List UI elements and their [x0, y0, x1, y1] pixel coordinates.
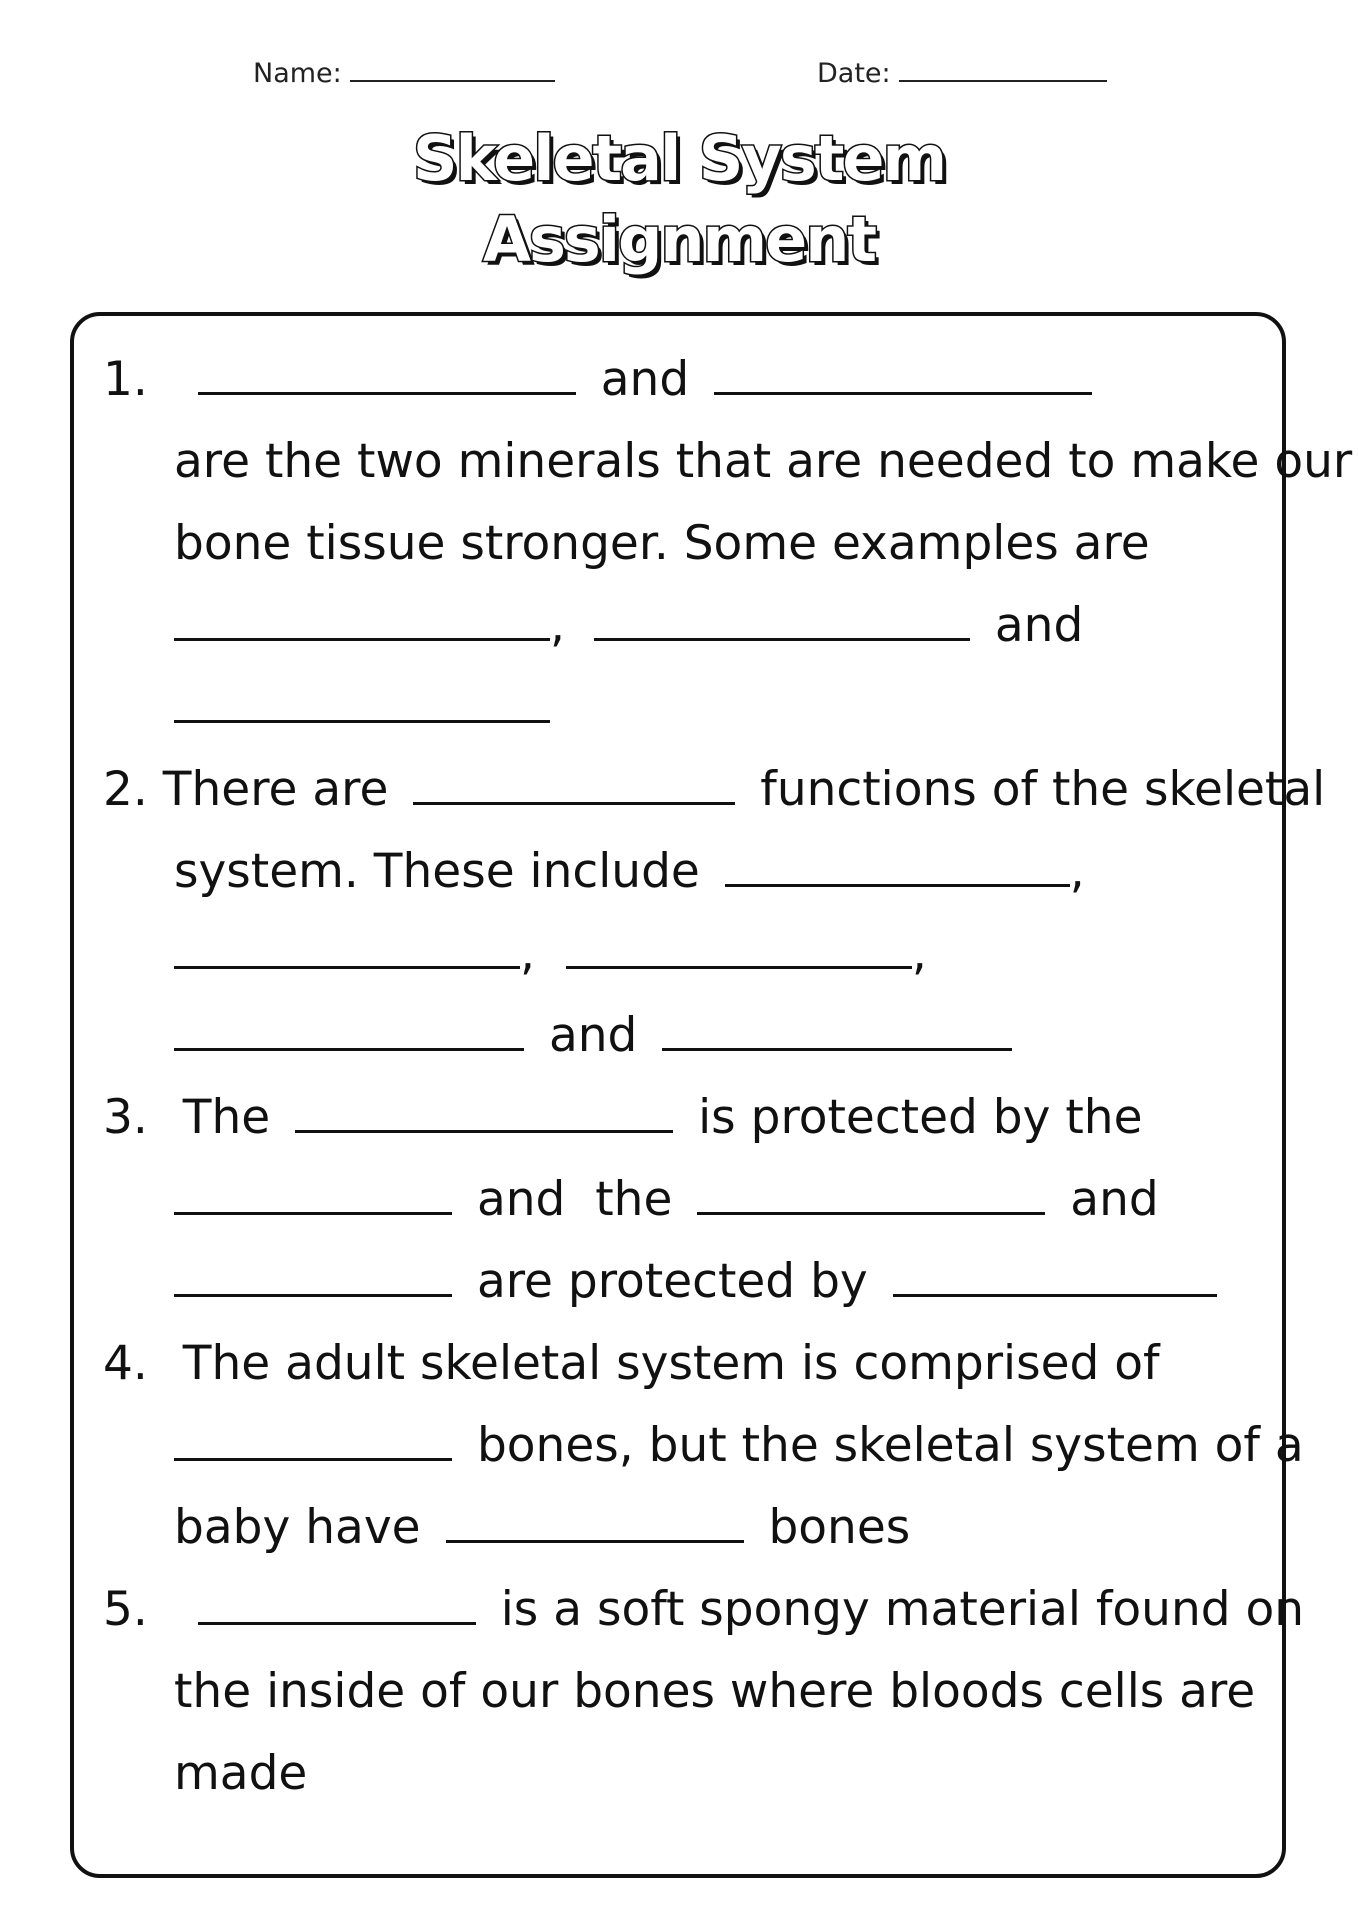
q3-and-the: and the — [476, 1172, 673, 1227]
q1-blank3[interactable] — [174, 637, 550, 641]
q5-line2: the inside of our bones where bloods cells are — [174, 1664, 1256, 1719]
name-label: Name: — [253, 58, 342, 89]
q1-line4 — [174, 598, 1084, 653]
q4-line1 — [103, 1336, 1160, 1391]
q4-line2 — [174, 1418, 1304, 1473]
date-field[interactable] — [817, 58, 1107, 89]
q1-blank1[interactable] — [198, 391, 576, 395]
name-field[interactable] — [253, 58, 555, 89]
q1-line3: bone tissue stronger. Some examples are — [174, 516, 1150, 571]
name-blank[interactable] — [350, 79, 555, 82]
q3-blank4[interactable] — [174, 1293, 452, 1297]
q5-line3: made — [174, 1746, 308, 1801]
q1-blank5[interactable] — [174, 719, 550, 723]
q5-text1: is a soft spongy material found on — [500, 1582, 1305, 1637]
q2-text3: system. These include — [174, 844, 700, 899]
q1-blank4[interactable] — [594, 637, 970, 641]
q1-blank2[interactable] — [714, 391, 1092, 395]
q4-number: 4. — [103, 1336, 148, 1391]
q1-and1: and — [600, 352, 690, 407]
q3-text1: is protected by the — [698, 1090, 1143, 1145]
q1-comma: , — [550, 598, 565, 653]
q3-blank2[interactable] — [174, 1211, 452, 1215]
q3-number: 3. — [103, 1090, 148, 1145]
q2-number: 2. — [103, 762, 148, 817]
q4-text1: The adult skeletal system is comprised of — [182, 1336, 1160, 1391]
q1-number: 1. — [103, 352, 148, 407]
q2-and: and — [548, 1008, 638, 1063]
q2-line4 — [174, 1008, 1012, 1063]
q2-text1: There are — [162, 762, 389, 817]
q2-line2 — [174, 844, 1085, 899]
page-title-line1: Skeletal System — [412, 122, 946, 195]
page-title-line2: Assignment — [483, 203, 875, 276]
q1-line5 — [174, 684, 550, 731]
q2-text2: functions of the skeletal — [760, 762, 1326, 817]
q3-blank1[interactable] — [295, 1129, 673, 1133]
q3-line1 — [103, 1090, 1143, 1145]
q2-blank4[interactable] — [566, 965, 912, 969]
q4-text2: bones, but the skeletal system of a — [476, 1418, 1304, 1473]
q3-blank5[interactable] — [893, 1293, 1217, 1297]
q2-blank6[interactable] — [662, 1047, 1012, 1051]
q5-blank1[interactable] — [198, 1621, 476, 1625]
q5-number: 5. — [103, 1582, 148, 1637]
q4-blank2[interactable] — [446, 1539, 744, 1543]
q2-line3 — [174, 926, 927, 981]
date-label: Date: — [817, 58, 891, 89]
q3-line3 — [174, 1254, 1217, 1309]
q2-blank3[interactable] — [174, 965, 520, 969]
q2-comma2: , — [520, 926, 535, 981]
q1-line2: are the two minerals that are needed to make our — [174, 434, 1353, 489]
q3-the: The — [182, 1090, 271, 1145]
q1-and2: and — [994, 598, 1084, 653]
q3-and1: and — [1070, 1172, 1159, 1227]
q3-blank3[interactable] — [697, 1211, 1045, 1215]
q2-blank2[interactable] — [725, 883, 1070, 887]
q3-text2: are protected by — [476, 1254, 868, 1309]
q2-blank1[interactable] — [413, 801, 735, 805]
q5-line1 — [103, 1582, 1305, 1637]
date-blank[interactable] — [899, 79, 1107, 82]
q3-line2 — [174, 1172, 1159, 1227]
q4-blank1[interactable] — [174, 1457, 452, 1461]
q2-comma1: , — [1069, 844, 1085, 899]
q1-line1 — [103, 352, 1092, 407]
q2-blank5[interactable] — [174, 1047, 524, 1051]
q4-text3: baby have — [174, 1500, 421, 1555]
q2-line1 — [103, 762, 1326, 817]
q4-line3 — [174, 1500, 911, 1555]
q4-text4: bones — [768, 1500, 911, 1555]
q2-comma3: , — [911, 926, 927, 981]
